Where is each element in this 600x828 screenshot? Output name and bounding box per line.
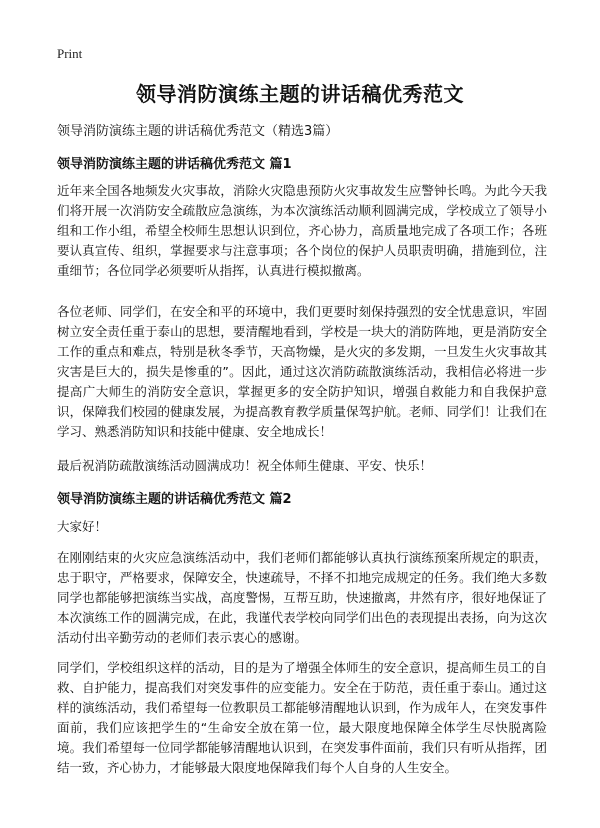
document-subtitle: 领导消防演练主题的讲话稿优秀范文（精选3篇）: [57, 124, 339, 139]
print-label: Print: [57, 46, 83, 61]
section-heading-1: 领导消防演练主题的讲话稿优秀范文 篇1: [57, 157, 292, 172]
section-heading-2: 领导消防演练主题的讲话稿优秀范文 篇2: [57, 492, 292, 507]
document-title: 领导消防演练主题的讲话稿优秀范文: [136, 82, 464, 106]
section-1-paragraph-2: 各位老师、同学们，在安全和平的环境中，我们更要时刻保持强烈的安全忧患意识，牢固树立安全责任重于泰山的思想，要清醒地看到，学校是一块大的消防阵地，更是消防安全工作的重点和难点，特别是秋冬季节，天高物燥，是火灾的多发期，一旦发生火灾事故其灾害是巨大的，损失是惨重的”。因此，通过这次消防疏散演练活动，我相信必将进一步提高广大师生的消防安全意识，掌握更多的安全防护知识，增强自救能力和自我保护意识，保障我们校园的健康发展，为提高教育教学质量保驾护航。老师、同学们！让我们在学习、熟悉消防知识和技能中健康、安全地成长！: [57, 304, 547, 439]
section-2-paragraph-1: 大家好！: [57, 519, 108, 534]
section-1-paragraph-3: 最后祝消防疏散演练活动圆满成功！祝全体师生健康、平安、快乐！: [57, 458, 433, 473]
section-2-paragraph-3: 同学们，学校组织这样的活动，目的是为了增强全体师生的安全意识，提高师生员工的自救、自护能力，提高我们对突发事件的应变能力。安全在于防范，责任重于泰山。通过这样的演练活动，我们希望每一位教职员工都能够清醒地认识到，作为成年人，在突发事件面前，我们应该把学生的“生命安全放在第一位，最大限度地保障全体学生尽快脱离险境。我们希望每一位同学都能够清醒地认识到，在突发事件面前，我们只有听从指挥，团结一致，齐心协力，才能够最大限度地保障我们每个人自身的人生安全。: [57, 660, 547, 775]
section-1-paragraph-1: 近年来全国各地频发火灾事故，消除火灾隐患预防火灾事故发生应警钟长鸣。为此今天我们将开展一次消防安全疏散应急演练，为本次演练活动顺利圆满完成，学校成立了领导小组和工作小组，希望全校师生思想认识到位，齐心协力，高质量地完成了各项工作；各班要认真宣传、组织，掌握要求与注意事项；各个岗位的保护人员职责明确，措施到位，注重细节；各位同学必须要听从指挥，认真进行模拟撤离。: [57, 183, 547, 278]
section-2-paragraph-2: 在刚刚结束的火灾应急演练活动中，我们老师们都能够认真执行演练预案所规定的职责，忠于职守，严格要求，保障安全，快速疏导，不择不扣地完成规定的任务。我们绝大多数同学也都能够把演练当实战，高度警惕，互帮互助，快速撤离，井然有序，很好地保证了本次演练工作的圆满完成，在此，我谨代表学校向同学们出色的表现提出表扬，向为这次活动付出辛勤劳动的老师们表示衷心的感谢。: [57, 550, 547, 645]
